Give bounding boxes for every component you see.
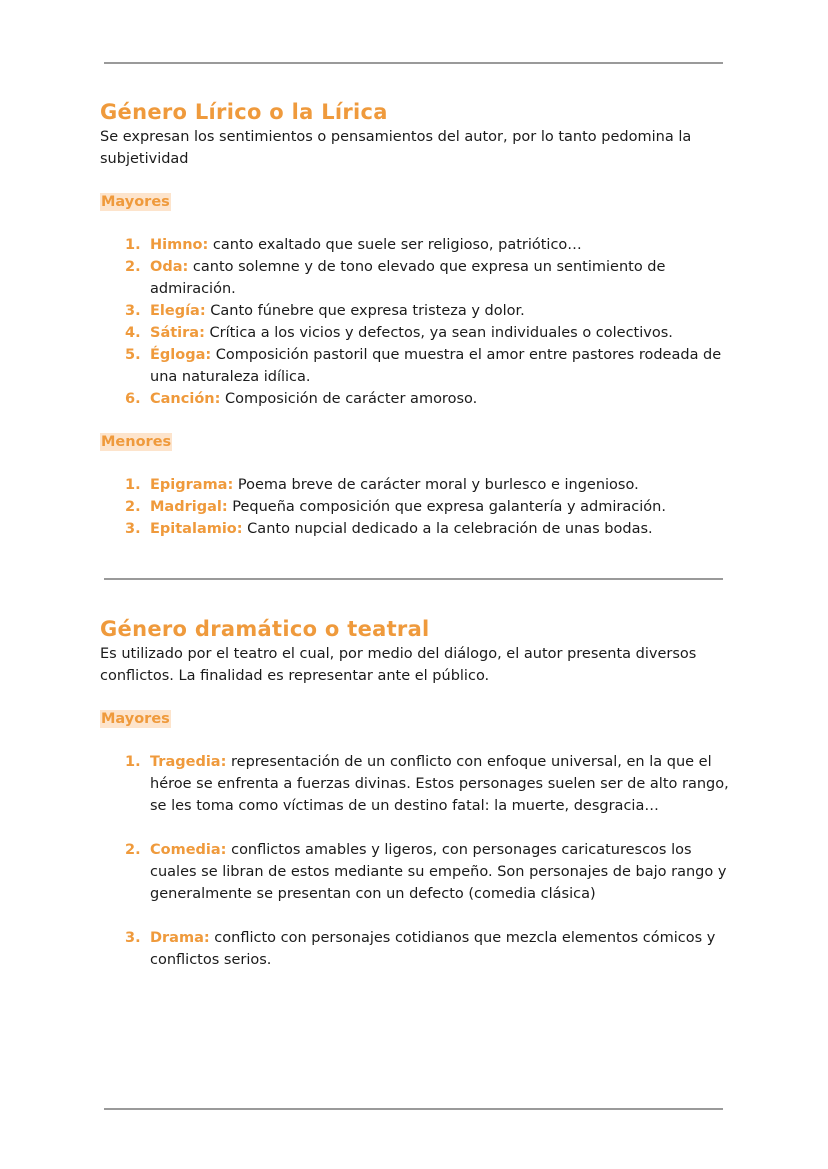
- list-term: Comedia:: [150, 842, 227, 858]
- list-number: 1.: [125, 477, 141, 493]
- section-lirico: [100, 98, 732, 540]
- list-text: Composición de carácter amoroso.: [220, 391, 478, 407]
- list-number: 3.: [125, 521, 141, 537]
- list-item: [100, 300, 732, 322]
- list-menores: [100, 474, 732, 540]
- list-text: conflictos amables y ligeros, con personages caricaturescos los cuales se libran de estos mediante su empeño. Son personajes de bajo rango y generalmente se presentan con un defecto (comedia clásica): [150, 842, 727, 902]
- list-item: [100, 474, 732, 496]
- list-item: [100, 518, 732, 540]
- section-dramatico: [100, 615, 732, 971]
- list-term: Oda:: [150, 259, 189, 275]
- list-term: Elegía:: [150, 303, 206, 319]
- list-item: [100, 839, 732, 905]
- list-text: Poema breve de carácter moral y burlesco e ingenioso.: [233, 477, 639, 493]
- list-number: 4.: [125, 325, 141, 341]
- list-term: Tragedia:: [150, 754, 227, 770]
- subheading-mayores: Mayores: [101, 194, 170, 210]
- list-item: [100, 344, 732, 388]
- list-number: 3.: [125, 303, 141, 319]
- list-text: Crítica a los vicios y defectos, ya sean individuales o colectivos.: [204, 325, 673, 341]
- list-item: [100, 322, 732, 344]
- list-term: Égloga:: [150, 347, 212, 363]
- list-term: Canción:: [150, 391, 221, 407]
- list-text: Pequeña composición que expresa galantería y admiración.: [227, 499, 666, 515]
- list-term: Madrigal:: [150, 499, 228, 515]
- list-text: conflicto con personajes cotidianos que mezcla elementos cómicos y conflictos serios.: [150, 930, 716, 968]
- list-term: Epitalamio:: [150, 521, 243, 537]
- list-number: 6.: [125, 391, 141, 407]
- list-item: [100, 751, 732, 817]
- section-title: Género Lírico o la Lírica: [100, 100, 388, 124]
- list-text: representación de un conflicto con enfoque universal, en la que el héroe se enfrenta a fuerzas divinas. Estos personages suelen ser de alto rango, se les toma como víctimas de un destino fatal: la muerte, desgracia…: [150, 754, 729, 814]
- list-item: [100, 256, 732, 300]
- section-title: Género dramático o teatral: [100, 617, 430, 641]
- list-item: [100, 496, 732, 518]
- list-number: 2.: [125, 259, 141, 275]
- subheading-mayores: Mayores: [101, 711, 170, 727]
- list-number: 3.: [125, 930, 141, 946]
- section-intro: Es utilizado por el teatro el cual, por medio del diálogo, el autor presenta diversos conflictos. La finalidad es representar ante el público.: [100, 646, 697, 684]
- list-text: Canto fúnebre que expresa tristeza y dolor.: [205, 303, 525, 319]
- list-number: 1.: [125, 754, 141, 770]
- list-mayores: [100, 234, 732, 410]
- list-number: 2.: [125, 499, 141, 515]
- list-item: [100, 927, 732, 971]
- section-intro: Se expresan los sentimientos o pensamientos del autor, por lo tanto pedomina la subjetividad: [100, 129, 692, 167]
- list-number: 5.: [125, 347, 141, 363]
- list-item: [100, 234, 732, 256]
- list-term: Epigrama:: [150, 477, 234, 493]
- list-number: 2.: [125, 842, 141, 858]
- list-term: Drama:: [150, 930, 210, 946]
- divider-top: [104, 62, 723, 64]
- list-number: 1.: [125, 237, 141, 253]
- list-text: canto exaltado que suele ser religioso, patriótico…: [208, 237, 582, 253]
- list-mayores: [100, 751, 732, 971]
- list-term: Himno:: [150, 237, 209, 253]
- list-item: [100, 388, 732, 410]
- list-term: Sátira:: [150, 325, 205, 341]
- list-text: Composición pastoril que muestra el amor entre pastores rodeada de una naturaleza idílica.: [150, 347, 722, 385]
- list-text: canto solemne y de tono elevado que expresa un sentimiento de admiración.: [150, 259, 666, 297]
- divider-bottom: [104, 1108, 723, 1110]
- divider-middle: [104, 578, 723, 580]
- subheading-menores: Menores: [101, 434, 172, 450]
- list-text: Canto nupcial dedicado a la celebración de unas bodas.: [242, 521, 653, 537]
